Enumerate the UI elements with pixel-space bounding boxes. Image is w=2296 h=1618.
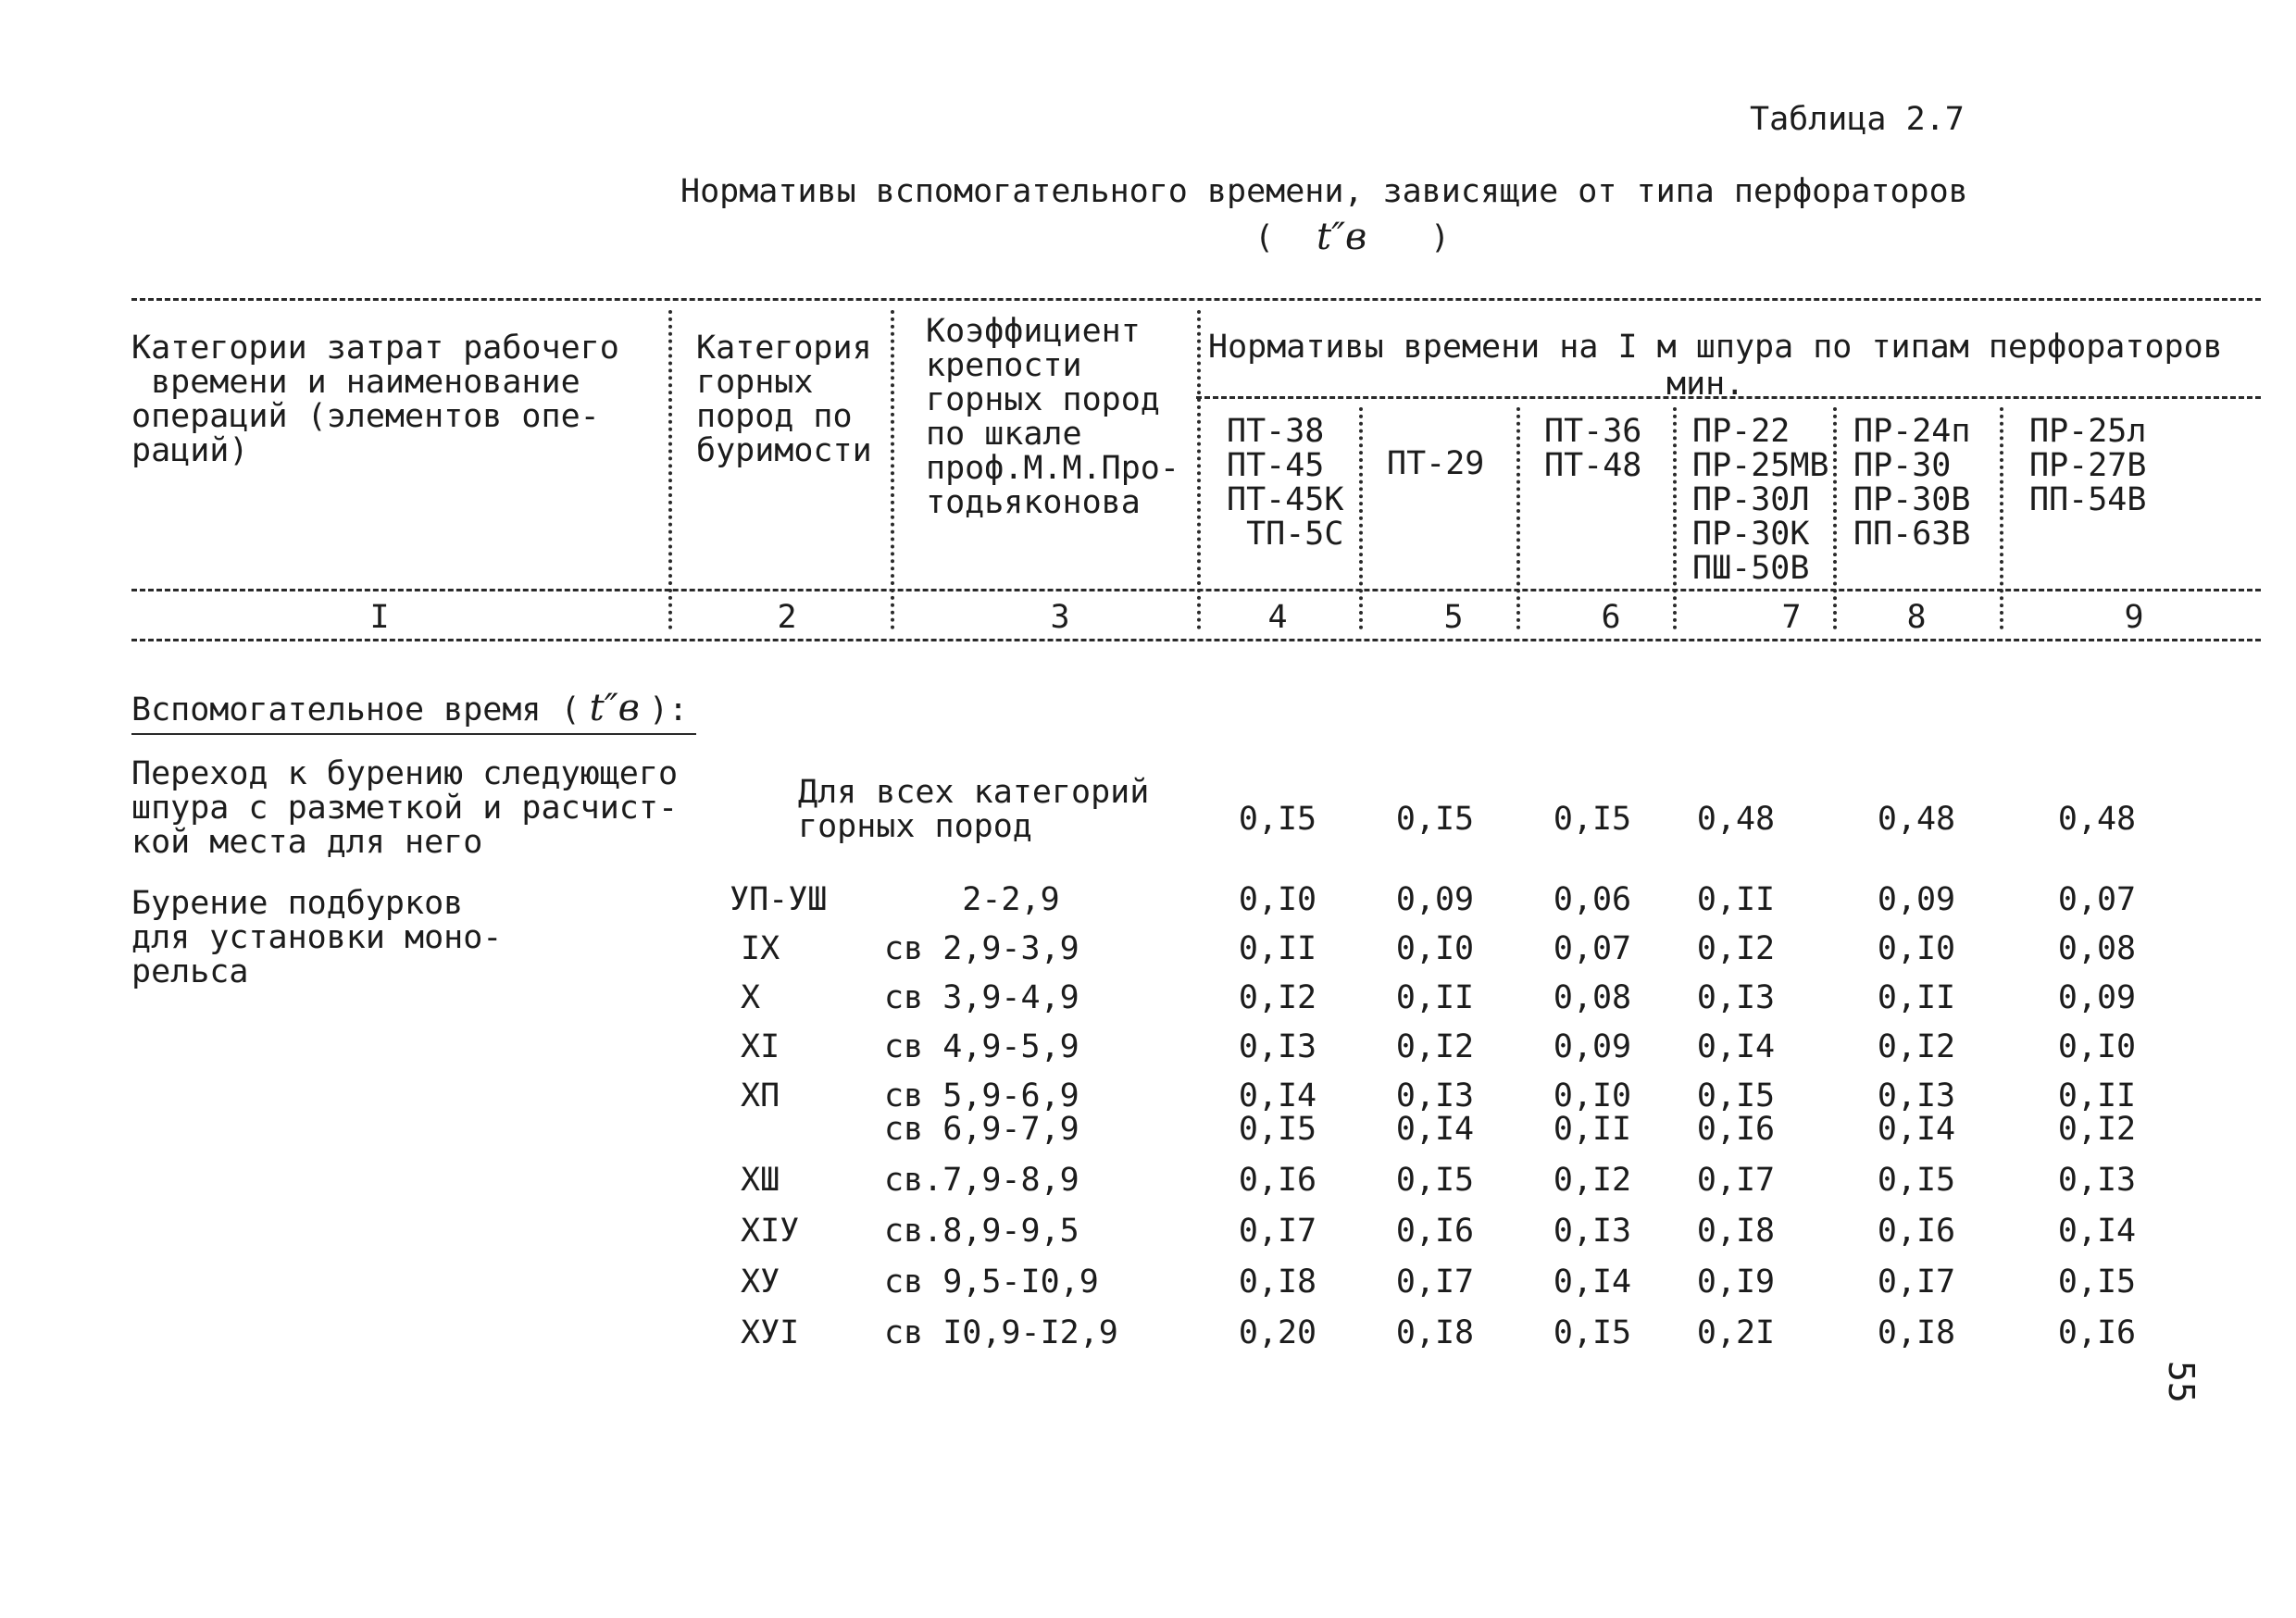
value-cell: 0,I7	[1395, 1263, 1475, 1301]
value-cell: 0,I0	[1238, 881, 1317, 918]
value-cell: 0,09	[1395, 881, 1475, 918]
col-sep-1	[668, 310, 672, 629]
hardness-coef: св 2,9-3,9	[884, 930, 1079, 967]
rock-category: XШ	[741, 1162, 780, 1199]
value-cell: 0,I8	[1877, 1314, 1956, 1351]
value-cell: 0,I8	[1696, 1213, 1776, 1250]
operation-2-name: Бурение подбурков для установки моно- рельса	[131, 885, 503, 990]
value-cell: 0,I3	[2057, 1162, 2137, 1199]
value-cell: 0,08	[1553, 979, 1632, 1016]
value-cell: 0,I3	[1877, 1077, 1956, 1114]
value-cell: 0,I3	[1238, 1028, 1317, 1065]
header-top-rule	[131, 298, 2261, 301]
header-col2: Категория горных пород по буримости	[696, 330, 872, 469]
value-cell: 0,I4	[1395, 1111, 1475, 1148]
hardness-coef: 2-2,9	[884, 881, 1060, 918]
table-label: Таблица 2.7	[1750, 101, 1965, 138]
table-title: Нормативы вспомогательного времени, зависящие от типа перфораторов	[680, 173, 1968, 210]
value-cell: 0,I5	[2057, 1263, 2137, 1301]
value-cell: 0,II	[1553, 1111, 1632, 1148]
value-cell: 0,I3	[1696, 979, 1776, 1016]
table-row	[0, 979, 2296, 1023]
value-cell: 0,I3	[1395, 1077, 1475, 1114]
column-number-7: 7	[1781, 599, 1802, 636]
col-sep-3	[1197, 310, 1201, 629]
rock-category: XП	[741, 1077, 780, 1114]
value-cell: 0,I2	[1395, 1028, 1475, 1065]
value-cell: 0,I6	[2057, 1314, 2137, 1351]
value-cell: 0,I7	[1696, 1162, 1776, 1199]
value-cell: 0,07	[2057, 881, 2137, 918]
value-cell: 0,II	[2057, 1077, 2137, 1114]
header-col1: Категории затрат рабочего времени и наименование операций (элементов опе- раций)	[131, 330, 619, 469]
value-cell: 0,II	[1877, 979, 1956, 1016]
value-cell: 0,II	[1696, 881, 1776, 918]
value-cell: 0,I4	[1696, 1028, 1776, 1065]
column-number-5: 5	[1443, 599, 1464, 636]
operation-1-category-note: Для всех категорий горных пород	[798, 774, 1150, 845]
column-number-4: 4	[1267, 599, 1288, 636]
value-cell: 0,I7	[1877, 1263, 1956, 1301]
value-cell: 0,II	[1238, 930, 1317, 967]
value-cell: 0,I6	[1877, 1213, 1956, 1250]
column-number-9: 9	[2124, 599, 2144, 636]
value-cell: 0,I0	[1877, 930, 1956, 967]
page-number: 55	[2161, 1361, 2202, 1403]
hardness-coef: св.7,9-8,9	[884, 1162, 1079, 1199]
value-cell: 0,I4	[1553, 1263, 1632, 1301]
value-cell: 0,2I	[1696, 1314, 1776, 1351]
header-col3: Коэффициент крепости горных пород по шкале проф.М.М.Про- тодьяконова	[926, 313, 1179, 521]
rock-category: XIУ	[741, 1213, 800, 1250]
value-cell: 0,I8	[1238, 1263, 1317, 1301]
value-cell: 0,I2	[1553, 1162, 1632, 1199]
col-sep-4	[1359, 407, 1363, 629]
value-cell: 0,I5	[1553, 801, 1632, 838]
value-cell: 0,I5	[1238, 801, 1317, 838]
column-number-1: I	[369, 599, 390, 636]
title-symbol: t″в	[1316, 216, 1367, 258]
value-cell: 0,I2	[1238, 979, 1317, 1016]
value-cell: 0,I7	[1238, 1213, 1317, 1250]
col-sep-6	[1673, 407, 1677, 629]
table-row	[0, 1111, 2296, 1154]
header-col8: ПР-24п ПР-30 ПР-30В ПП-63В	[1853, 413, 1971, 553]
table-row	[0, 1164, 2296, 1205]
column-number-6: 6	[1601, 599, 1621, 636]
operation-1-values	[0, 803, 2296, 844]
header-bottom-rule	[131, 639, 2261, 641]
column-number-3: 3	[1050, 599, 1070, 636]
operation-1-name: Переход к бурению следующего шпура с разметкой и расчист- кой места для него	[131, 755, 679, 861]
value-cell: 0,48	[1877, 801, 1956, 838]
value-cell: 0,I2	[1877, 1028, 1956, 1065]
title-symbol-open: (	[1254, 219, 1275, 256]
value-cell: 0,06	[1553, 881, 1632, 918]
table-row	[0, 1028, 2296, 1072]
header-mid-rule	[131, 589, 2261, 591]
value-cell: 0,I4	[1877, 1111, 1956, 1148]
hardness-coef: св I0,9-I2,9	[884, 1314, 1118, 1351]
hardness-coef: св 9,5-I0,9	[884, 1263, 1099, 1301]
table-row	[0, 1263, 2296, 1307]
col-sep-5	[1516, 407, 1520, 629]
header-col4: ПТ-38 ПТ-45 ПТ-45К ТП-5С	[1227, 413, 1344, 553]
rock-category: IX	[741, 930, 780, 967]
value-cell: 0,I5	[1877, 1162, 1956, 1199]
column-number-8: 8	[1906, 599, 1927, 636]
header-col6: ПТ-36 ПТ-48	[1544, 413, 1642, 484]
value-cell: 0,48	[2057, 801, 2137, 838]
value-cell: 0,09	[1553, 1028, 1632, 1065]
value-cell: 0,20	[1238, 1314, 1317, 1351]
value-cell: 0,I6	[1395, 1213, 1475, 1250]
value-cell: 0,09	[2057, 979, 2137, 1016]
value-cell: 0,48	[1696, 801, 1776, 838]
rock-category: X	[741, 979, 761, 1016]
col-sep-7	[1833, 407, 1837, 629]
col-sep-8	[2000, 407, 2003, 629]
value-cell: 0,I0	[1553, 1077, 1632, 1114]
value-cell: 0,I5	[1395, 1162, 1475, 1199]
value-cell: 0,I5	[1238, 1111, 1317, 1148]
value-cell: 0,I3	[1553, 1213, 1632, 1250]
value-cell: 0,I2	[1696, 930, 1776, 967]
value-cell: 0,I8	[1395, 1314, 1475, 1351]
value-cell: 0,07	[1553, 930, 1632, 967]
value-cell: 0,I4	[2057, 1213, 2137, 1250]
value-cell: 0,I9	[1696, 1263, 1776, 1301]
hardness-coef: св.8,9-9,5	[884, 1213, 1079, 1250]
header-group: Нормативы времени на I м шпура по типам перфораторов	[1208, 329, 2223, 366]
table-row	[0, 930, 2296, 974]
header-col5: ПТ-29	[1387, 445, 1485, 482]
rock-category: XУ	[741, 1263, 780, 1301]
hardness-coef: св 3,9-4,9	[884, 979, 1079, 1016]
table-row	[0, 1314, 2296, 1358]
rock-category: УП-УШ	[730, 881, 828, 918]
hardness-coef: св 6,9-7,9	[884, 1111, 1079, 1148]
hardness-coef: св 4,9-5,9	[884, 1028, 1079, 1065]
section-underline	[131, 733, 696, 735]
col-sep-2	[891, 310, 894, 629]
value-cell: 0,II	[1395, 979, 1475, 1016]
header-col7: ПР-22 ПР-25МВ ПР-30Л ПР-30К ПШ-50В	[1692, 413, 1829, 587]
value-cell: 0,I6	[1238, 1162, 1317, 1199]
value-cell: 0,09	[1877, 881, 1956, 918]
value-cell: 0,I2	[2057, 1111, 2137, 1148]
value-cell: 0,I5	[1395, 801, 1475, 838]
value-cell: 0,I5	[1696, 1077, 1776, 1114]
section-symbol: t″в	[589, 687, 640, 729]
section-title: Вспомогательное время ( t″в ):	[131, 687, 689, 729]
header-col9: ПР-25л ПР-27В ПП-54В	[2029, 413, 2147, 518]
value-cell: 0,I5	[1553, 1314, 1632, 1351]
hardness-coef: св 5,9-6,9	[884, 1077, 1079, 1114]
column-number-2: 2	[777, 599, 797, 636]
table-row	[0, 1215, 2296, 1256]
table-row	[0, 881, 2296, 925]
value-cell: 0,I0	[2057, 1028, 2137, 1065]
title-symbol-close: )	[1430, 219, 1451, 256]
value-cell: 0,08	[2057, 930, 2137, 967]
value-cell: 0,I0	[1395, 930, 1475, 967]
header-group-unit: мин.	[1666, 366, 1745, 403]
value-cell: 0,I4	[1238, 1077, 1317, 1114]
rock-category: XI	[741, 1028, 780, 1065]
value-cell: 0,I6	[1696, 1111, 1776, 1148]
rock-category: XУI	[741, 1314, 800, 1351]
